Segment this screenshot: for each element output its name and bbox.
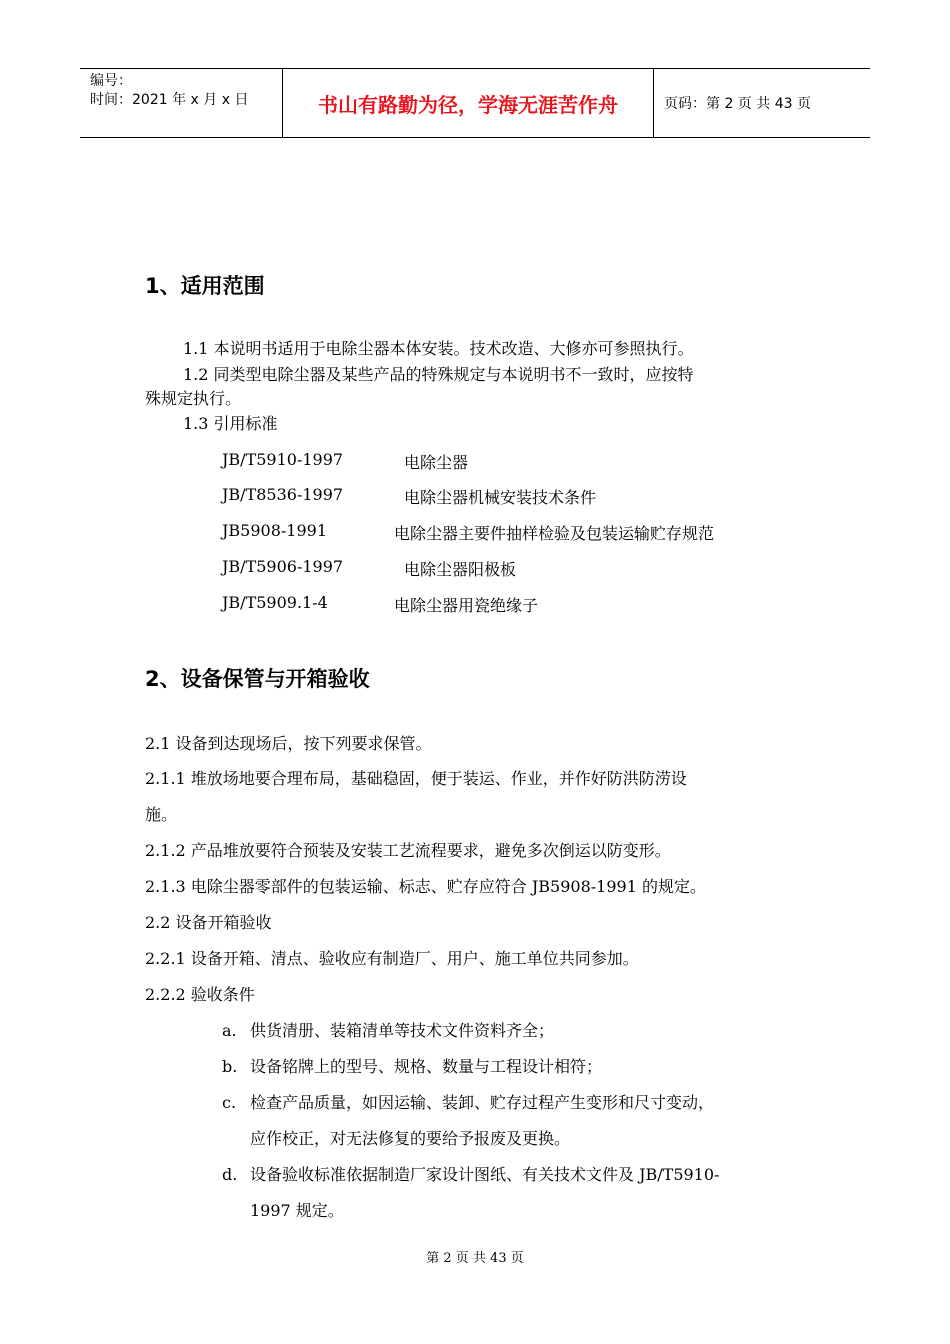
- standard-name: 电除尘器用瓷绝缘子: [394, 596, 539, 615]
- standard-code: JB/T5909.1-4: [222, 593, 328, 612]
- paragraph-2-1-2: 2.1.2 产品堆放要符合预装及安装工艺流程要求，避免多次倒运以防变形。: [145, 841, 671, 860]
- time-label: 时间：2021 年 x 月 x 日: [90, 92, 249, 108]
- list-marker-a: a.: [222, 1021, 237, 1040]
- standard-name: 电除尘器机械安装技术条件: [404, 488, 597, 507]
- list-marker-b: b.: [222, 1057, 238, 1076]
- list-item-b: 设备铭牌上的型号、规格、数量与工程设计相符；: [250, 1057, 603, 1076]
- paragraph-1-1: 1.1 本说明书适用于电除尘器本体安装。技术改造、大修亦可参照执行。: [183, 339, 694, 358]
- paragraph-2-1: 2.1 设备到达现场后，按下列要求保管。: [145, 734, 432, 753]
- list-item-a: 供货清册、装箱清单等技术文件资料齐全；: [250, 1021, 555, 1040]
- section-title-1: 1、适用范围: [145, 274, 265, 298]
- paragraph-2-2: 2.2 设备开箱验收: [145, 913, 272, 932]
- header-page-info: 页码：第 2 页 共 43 页: [664, 96, 811, 112]
- paragraph-2-2-1: 2.2.1 设备开箱、清点、验收应有制造厂、用户、施工单位共同参加。: [145, 949, 639, 968]
- list-item-d-line1: 设备验收标准依据制造厂家设计图纸、有关技术文件及 JB/T5910-: [250, 1165, 720, 1184]
- section-title-2: 2、设备保管与开箱验收: [145, 667, 370, 691]
- paragraph-2-1-3: 2.1.3 电除尘器零部件的包装运输、标志、贮存应符合 JB5908-1991 的规定。: [145, 877, 706, 896]
- standard-name: 电除尘器: [404, 453, 469, 472]
- paragraph-1-2a: 1.2 同类型电除尘器及某些产品的特殊规定与本说明书不一致时，应按特: [183, 365, 694, 384]
- list-item-c-line2: 应作校正，对无法修复的要给予报废及更换。: [250, 1129, 571, 1148]
- standard-name: 电除尘器主要件抽样检验及包装运输贮存规范: [394, 524, 715, 543]
- list-item-d-line2: 1997 规定。: [250, 1201, 344, 1220]
- list-item-c-line1: 检查产品质量，如因运输、装卸、贮存过程产生变形和尺寸变动，: [250, 1093, 715, 1112]
- paragraph-2-2-2: 2.2.2 验收条件: [145, 985, 255, 1004]
- page-header: [80, 68, 870, 138]
- standard-code: JB/T8536-1997: [222, 485, 344, 504]
- standard-code: JB5908-1991: [222, 521, 328, 540]
- number-label: 编号：: [90, 73, 132, 89]
- page-footer: 第 2 页 共 43 页: [426, 1251, 524, 1266]
- list-marker-c: c.: [222, 1093, 237, 1112]
- standard-code: JB/T5910-1997: [222, 450, 344, 469]
- list-marker-d: d.: [222, 1165, 238, 1184]
- paragraph-1-2b: 殊规定执行。: [145, 389, 242, 408]
- paragraph-2-1-1b: 施。: [145, 805, 178, 824]
- standard-name: 电除尘器阳极板: [404, 560, 517, 579]
- paragraph-2-1-1a: 2.1.1 堆放场地要合理布局，基础稳固，便于装运、作业，并作好防洪防涝设: [145, 769, 687, 788]
- header-motto: 书山有路勤为径，学海无涯苦作舟: [282, 69, 654, 137]
- paragraph-1-3: 1.3 引用标准: [183, 414, 278, 433]
- standard-code: JB/T5906-1997: [222, 557, 344, 576]
- header-meta: [80, 69, 282, 137]
